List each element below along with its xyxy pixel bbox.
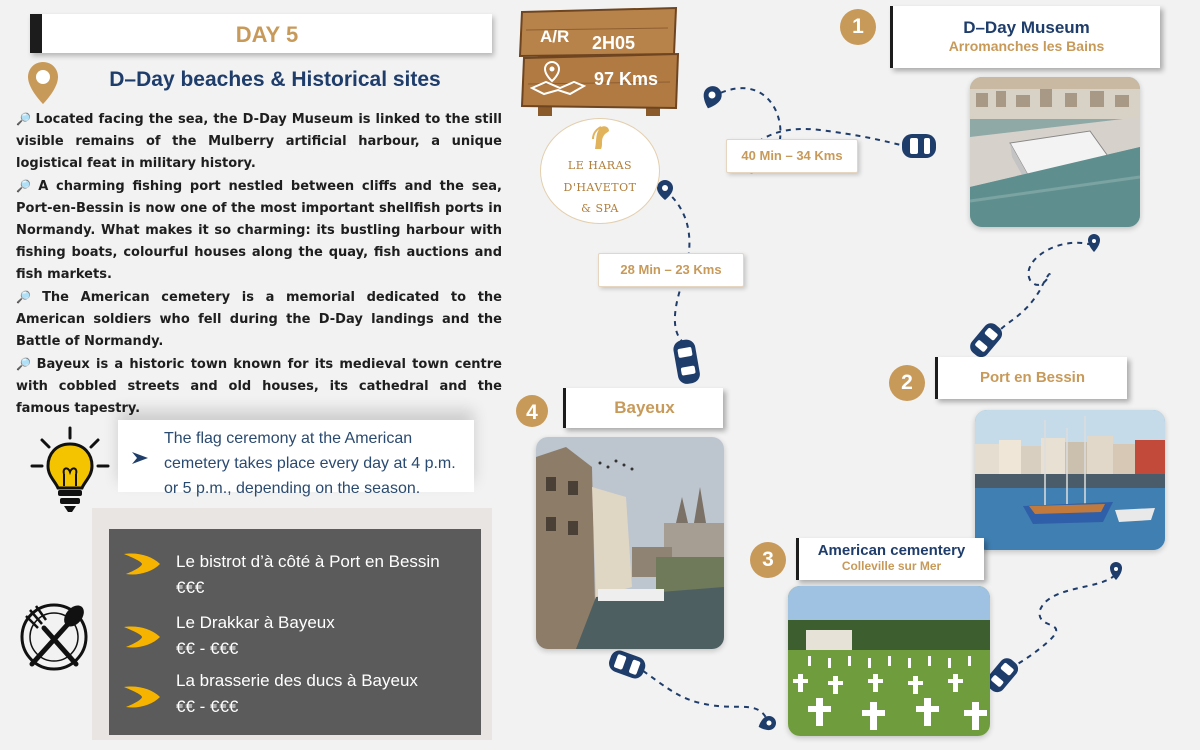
route-pin-icon (1088, 234, 1100, 252)
route-pin-icon (699, 84, 724, 112)
restaurant-price: €€ - €€€ (176, 697, 239, 716)
sign-ar-label: A/R (540, 27, 570, 46)
restaurant-price: €€€ (176, 578, 205, 597)
restaurant-price: €€ - €€€ (176, 639, 239, 658)
stop-label (890, 6, 1160, 68)
magnifier-icon: 🔎 (16, 357, 33, 371)
sign-duration: 2H05 (592, 33, 636, 53)
stop-number-badge: 3 (750, 542, 786, 578)
hotel-name-line: LE HARAS (567, 159, 633, 172)
location-pin-icon (26, 60, 60, 106)
restaurant-name: La brasserie des ducs à Bayeux (176, 671, 418, 690)
bayeux-photo (536, 437, 724, 649)
description-paragraph: 🔎 A charming fishing port nestled between cliffs and the sea, Port-en-Bessin is now one of the most important shellfish ports in Normandy. What makes it so charming: its bustling harbour with fishing boats, colourful houses along the quay, fish auctions and fish markets. (16, 179, 502, 282)
horse-head-icon (587, 123, 615, 151)
cutlery-icon (16, 602, 92, 672)
magnifier-icon: 🔎 (16, 290, 39, 304)
swoosh-arrow-icon (122, 683, 162, 711)
cemetery-photo (788, 586, 990, 736)
leg-distance-badge: 28 Min – 23 Kms (598, 253, 744, 287)
stop-name: American cementery (817, 542, 966, 559)
map-pin-icon (530, 60, 586, 96)
magnifier-icon: 🔎 (16, 112, 32, 126)
restaurant-item (176, 610, 335, 662)
hotel-logo (540, 118, 660, 224)
swoosh-arrow-icon (122, 623, 162, 651)
stop-number-badge: 1 (840, 9, 876, 45)
description-paragraph: 🔎 Located facing the sea, the D-Day Museum is linked to the still visible remains of the Mulberry artificial harbour, a unique logistical feat in military history. (16, 112, 502, 171)
restaurant-name: Le Drakkar à Bayeux (176, 613, 335, 632)
stop-label (796, 538, 984, 580)
restaurant-item (176, 549, 440, 601)
stop-name: Bayeux (614, 398, 675, 417)
section-title: D–Day beaches & Historical sites (109, 68, 441, 91)
description-paragraph: 🔎 The American cemetery is a memorial dedicated to the American soldiers who fell during the D-Day landings and the Battle of Normandy. (16, 290, 502, 349)
day-label: DAY 5 (235, 22, 299, 47)
hotel-name-line: & SPA (581, 202, 619, 215)
swoosh-arrow-icon (122, 550, 162, 578)
restaurant-item (176, 668, 418, 720)
stop-subtitle: Colleville sur Mer (841, 559, 942, 573)
sign-distance: 97 Kms (594, 69, 659, 89)
route-museum-to-port (1000, 243, 1092, 330)
lightbulb-icon (28, 424, 112, 516)
car-icon (606, 648, 647, 681)
stop-name: Port en Bessin (979, 369, 1086, 386)
stop-number-badge: 2 (889, 365, 925, 401)
hotel-name-line: D'HAVETOT (563, 181, 637, 194)
description (16, 108, 502, 420)
stop-number-badge (515, 394, 549, 428)
route-pin-icon (756, 714, 778, 733)
description-paragraph: 🔎 Bayeux is a historic town known for its medieval town centre with cobbled streets and old houses, its cathedral and the famous tapestry. (16, 357, 502, 416)
route-pin-icon (657, 180, 673, 200)
stop-label (563, 388, 723, 428)
route-port-to-cemetery (1005, 575, 1115, 672)
stop-label (935, 357, 1127, 399)
arrow-icon (130, 450, 150, 466)
stop-subtitle: Arromanches les Bains (948, 38, 1105, 54)
car-icon (967, 320, 1005, 360)
museum-photo (970, 77, 1140, 227)
stop-name: D–Day Museum (963, 18, 1090, 37)
route-cemetery-to-bayeux (635, 665, 768, 722)
port-photo (975, 410, 1165, 550)
leg-distance-badge: 40 Min – 34 Kms (726, 139, 858, 173)
tip-text: The flag ceremony at the American cemetery takes place every day at 4 p.m. or 5 p.m., depending on the season. (164, 430, 456, 497)
magnifier-icon: 🔎 (16, 179, 35, 193)
car-icon (672, 338, 701, 385)
stop-number: 4 (526, 401, 538, 424)
restaurant-name: Le bistrot d’à côté à Port en Bessin (176, 552, 440, 571)
day-banner (30, 14, 492, 53)
car-icon (902, 134, 936, 158)
